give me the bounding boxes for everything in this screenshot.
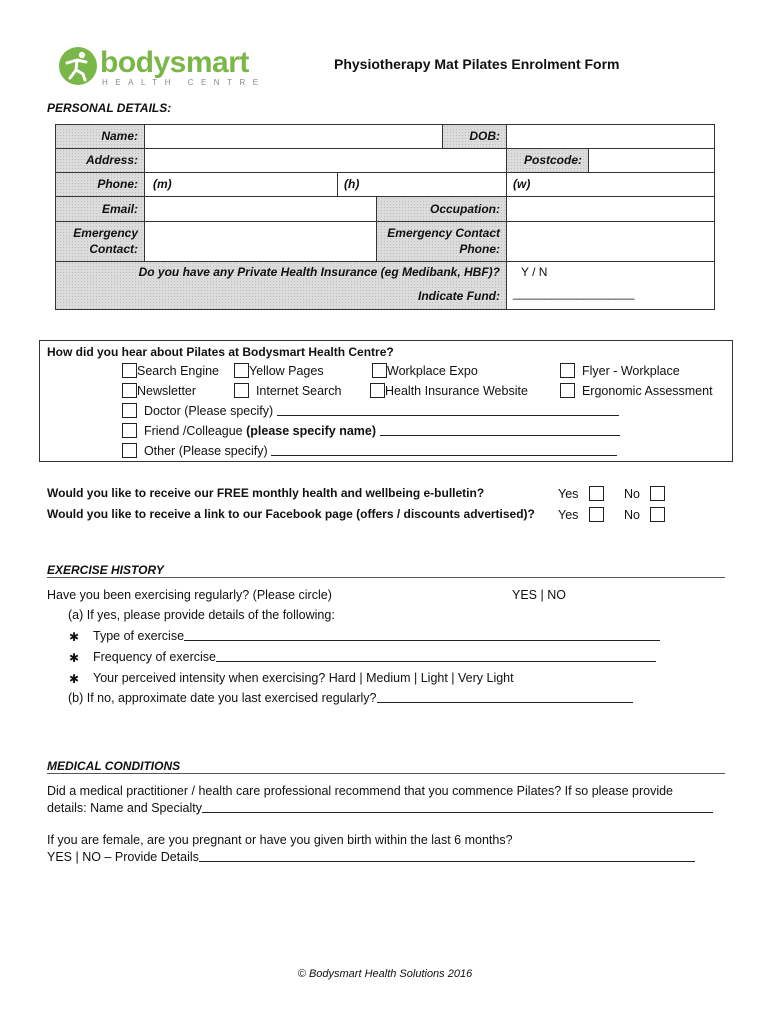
referral-source-box [39,340,733,462]
checkbox[interactable] [122,363,137,378]
exercise-yes-no[interactable]: YES | NO [512,588,566,602]
exercise-type-row [93,629,660,643]
personal-details-table [55,124,715,310]
no-label: No [624,487,640,501]
option-search-engine[interactable] [122,363,219,378]
emergency-phone-label [377,222,507,262]
doctor-specify-line[interactable] [277,404,619,416]
option-label: Internet Search [255,384,342,398]
email-field[interactable] [145,197,377,222]
emergency-contact-label-line1: Emergency [73,226,138,240]
exercise-question: Have you been exercising regularly? (Please circle) [47,588,332,602]
fund-line[interactable]: ___________________ [513,286,635,300]
yes-label: Yes [558,487,579,501]
exercise-part-a: (a) If yes, please provide details of the following: [68,608,335,622]
emergency-contact-label-line2: Contact: [89,242,138,256]
occupation-field[interactable] [507,197,714,222]
exercise-part-b-row [68,691,633,705]
emergency-phone-label-line1: Emergency Contact [387,226,500,240]
facebook-no[interactable] [624,507,665,522]
medical-specialty-line[interactable] [202,801,713,813]
facebook-question: Would you like to receive a link to our Facebook page (offers / discounts advertised)? [47,507,535,521]
option-label: Ergonomic Assessment [581,384,713,398]
checkbox[interactable] [234,363,249,378]
emergency-phone-field[interactable] [507,222,714,262]
checkbox[interactable] [372,363,387,378]
checkbox[interactable] [122,383,137,398]
option-label: Other (Please specify) [143,444,268,458]
option-internet-search[interactable] [234,383,341,398]
option-ergonomic-assessment[interactable] [560,383,713,398]
medical-conditions-heading: MEDICAL CONDITIONS [47,759,181,773]
pregnancy-details-line[interactable] [199,850,695,862]
option-workplace-expo[interactable] [372,363,478,378]
facebook-yes[interactable] [558,507,604,522]
option-label: Newsletter [137,384,197,398]
emergency-contact-label [56,222,145,262]
page-title: Physiotherapy Mat Pilates Enrolment Form [334,56,620,72]
option-label: Yellow Pages [249,364,324,378]
option-other[interactable] [122,443,617,458]
exercise-frequency-row [93,650,656,664]
option-label: Friend /Colleague [143,424,247,438]
name-field[interactable] [145,125,443,149]
logo-wordmark: bodysmart [100,46,249,79]
option-label: Search Engine [137,364,220,378]
copyright-footer: © Bodysmart Health Solutions 2016 [297,968,473,980]
personal-details-heading: PERSONAL DETAILS: [47,101,172,115]
bullet-icon: ✱ [69,630,80,644]
no-label: No [624,508,640,522]
medical-specialty-label: details: Name and Specialty [47,801,202,815]
option-yellow-pages[interactable] [234,363,324,378]
exercise-frequency-label: Frequency of exercise [93,650,216,664]
postcode-field[interactable] [589,149,714,173]
fund-label: Indicate Fund: [418,289,500,303]
exercise-divider [47,577,725,578]
checkbox[interactable] [122,423,137,438]
checkbox[interactable] [122,403,137,418]
emergency-contact-field[interactable] [145,222,377,262]
option-label-bold: (please specify name) [246,424,377,438]
option-doctor[interactable] [122,403,619,418]
pregnancy-yes-no[interactable]: YES | NO – Provide Details [47,850,199,864]
bullet-icon: ✱ [69,651,80,665]
address-label: Address: [56,149,145,173]
option-label: Health Insurance Website [385,384,528,398]
pregnancy-question: If you are female, are you pregnant or have you given birth within the last 6 months? [47,833,513,847]
checkbox[interactable] [122,443,137,458]
insurance-yn[interactable]: Y / N [521,265,548,279]
insurance-answer-cell[interactable] [507,262,714,309]
occupation-label: Occupation: [377,197,507,222]
phone-label: Phone: [56,173,145,197]
pregnancy-answer-row [47,850,695,864]
exercise-history-heading: EXERCISE HISTORY [47,563,164,577]
address-field[interactable] [145,149,507,173]
exercise-type-line[interactable] [184,629,660,641]
email-label: Email: [56,197,145,222]
phone-home-field[interactable]: (h) [338,173,507,197]
option-newsletter[interactable] [122,383,196,398]
yes-label: Yes [558,508,579,522]
facebook-no-checkbox[interactable] [650,507,665,522]
other-specify-line[interactable] [271,444,617,456]
facebook-yes-checkbox[interactable] [589,507,604,522]
exercise-type-label: Type of exercise [93,629,185,643]
phone-work-field[interactable]: (w) [507,173,714,197]
checkbox[interactable] [560,383,575,398]
option-label: Flyer - Workplace [581,364,680,378]
dob-field[interactable] [507,125,714,149]
exercise-last-date-line[interactable] [377,691,633,703]
option-label: Workplace Expo [387,364,478,378]
medical-divider [47,773,725,774]
medical-specialty-row [47,801,713,815]
postcode-label: Postcode: [507,149,589,173]
checkbox[interactable] [560,363,575,378]
option-label: Doctor (Please specify) [143,404,274,418]
ebulletin-no[interactable] [624,486,665,501]
dob-label: DOB: [443,125,507,149]
name-label: Name: [56,125,145,149]
insurance-question: Do you have any Private Health Insurance (eg Medibank, HBF)? [138,265,500,279]
option-friend-colleague[interactable] [122,423,620,438]
ebulletin-no-checkbox[interactable] [650,486,665,501]
bodysmart-logo [58,44,278,90]
phone-mobile-field[interactable]: (m) [145,173,338,197]
exercise-intensity[interactable]: Your perceived intensity when exercising? Hard | Medium | Light | Very Light [93,671,514,685]
ebulletin-yes[interactable] [558,486,604,501]
logo-figure-icon [58,46,98,86]
emergency-phone-label-line2: Phone: [459,242,500,256]
referral-question: How did you hear about Pilates at Bodysmart Health Centre? [47,345,394,359]
bullet-icon: ✱ [69,672,80,686]
exercise-frequency-line[interactable] [216,650,656,662]
ebulletin-yes-checkbox[interactable] [589,486,604,501]
checkbox[interactable] [234,383,249,398]
insurance-label-cell [56,262,507,309]
friend-specify-line[interactable] [380,424,620,436]
logo-subtitle: HEALTH CENTRE [102,78,266,87]
ebulletin-question: Would you like to receive our FREE monthly health and wellbeing e-bulletin? [47,486,485,500]
option-health-insurance-website[interactable] [370,383,528,398]
checkbox[interactable] [370,383,385,398]
exercise-part-b-label: (b) If no, approximate date you last exercised regularly? [68,691,377,705]
medical-recommend-question: Did a medical practitioner / health care professional recommend that you commence Pilates? If so please provide [47,784,674,798]
option-flyer-workplace[interactable] [560,363,680,378]
